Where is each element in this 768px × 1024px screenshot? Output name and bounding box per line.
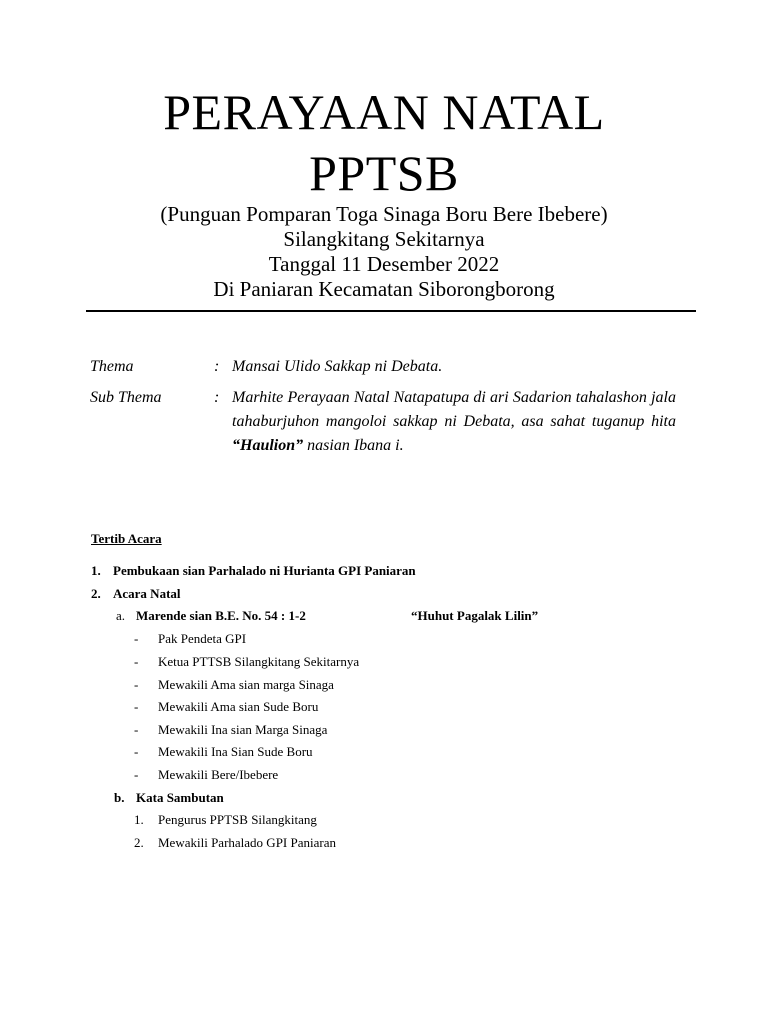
bullet-item: Mewakili Ina sian Marga Sinaga (158, 722, 328, 737)
sub-item-b-letter: b. (114, 790, 125, 805)
sub-item-a-note: “Huhut Pagalak Lilin” (411, 608, 539, 623)
sub-item-a-label: Marende sian B.E. No. 54 : 1-2 (136, 608, 306, 623)
sub-theme-highlight: “Haulion” (232, 437, 304, 454)
agenda-item-1-number: 1. (91, 563, 101, 578)
sub-item-a-letter: a. (116, 608, 126, 623)
agenda-item-2-label: Acara Natal (113, 586, 181, 601)
numbered-item-text: Pengurus PPTSB Silangkitang (158, 812, 317, 827)
sub-theme-text-end: nasian Ibana i. (303, 437, 404, 454)
sub-theme-text-start: Marhite Perayaan Natal Natapatupa di ari Sadarion tahalashon jala tahaburjuhon mangoloi sakkap ni Debata, asa sahat tuganup hita (232, 389, 676, 430)
header-divider (86, 310, 696, 312)
bullet-dash: - (134, 767, 139, 782)
title-line-1: PERAYAAN NATAL (163, 84, 605, 140)
numbered-item-number: 2. (134, 835, 144, 850)
theme-colon: : (214, 358, 220, 375)
bullet-dash: - (134, 677, 139, 692)
event-date: Tanggal 11 Desember 2022 (268, 252, 500, 276)
bullet-dash: - (134, 744, 139, 759)
sub-item-b-label: Kata Sambutan (136, 790, 224, 805)
title-line-2: PPTSB (309, 145, 459, 201)
subtitle-organization: (Punguan Pomparan Toga Sinaga Boru Bere Ibebere) (160, 202, 608, 226)
sub-theme-label: Sub Thema (90, 389, 162, 406)
bullet-item: Mewakili Ama sian Sude Boru (158, 699, 319, 714)
bullet-dash: - (134, 699, 139, 714)
agenda-item-1-label: Pembukaan sian Parhalado ni Hurianta GPI Paniaran (113, 563, 416, 578)
event-location: Di Paniaran Kecamatan Siborongborong (213, 277, 555, 301)
bullet-item: Mewakili Bere/Ibebere (158, 767, 279, 782)
bullet-item: Ketua PTTSB Silangkitang Sekitarnya (158, 654, 360, 669)
bullet-item: Pak Pendeta GPI (158, 631, 247, 646)
theme-label: Thema (90, 358, 134, 375)
bullet-dash: - (134, 631, 139, 646)
agenda-title: Tertib Acara (91, 531, 162, 546)
bullet-item: Mewakili Ina Sian Sude Boru (158, 744, 313, 759)
numbered-item-number: 1. (134, 812, 144, 827)
subtitle-region: Silangkitang Sekitarnya (283, 227, 485, 251)
bullet-dash: - (134, 722, 139, 737)
sub-theme-colon: : (214, 389, 220, 406)
numbered-item-text: Mewakili Parhalado GPI Paniaran (158, 835, 336, 850)
bullet-dash: - (134, 654, 139, 669)
bullet-item: Mewakili Ama sian marga Sinaga (158, 677, 334, 692)
sub-theme-text (232, 386, 676, 458)
theme-text: Mansai Ulido Sakkap ni Debata. (232, 358, 443, 375)
agenda-item-2-number: 2. (91, 586, 101, 601)
